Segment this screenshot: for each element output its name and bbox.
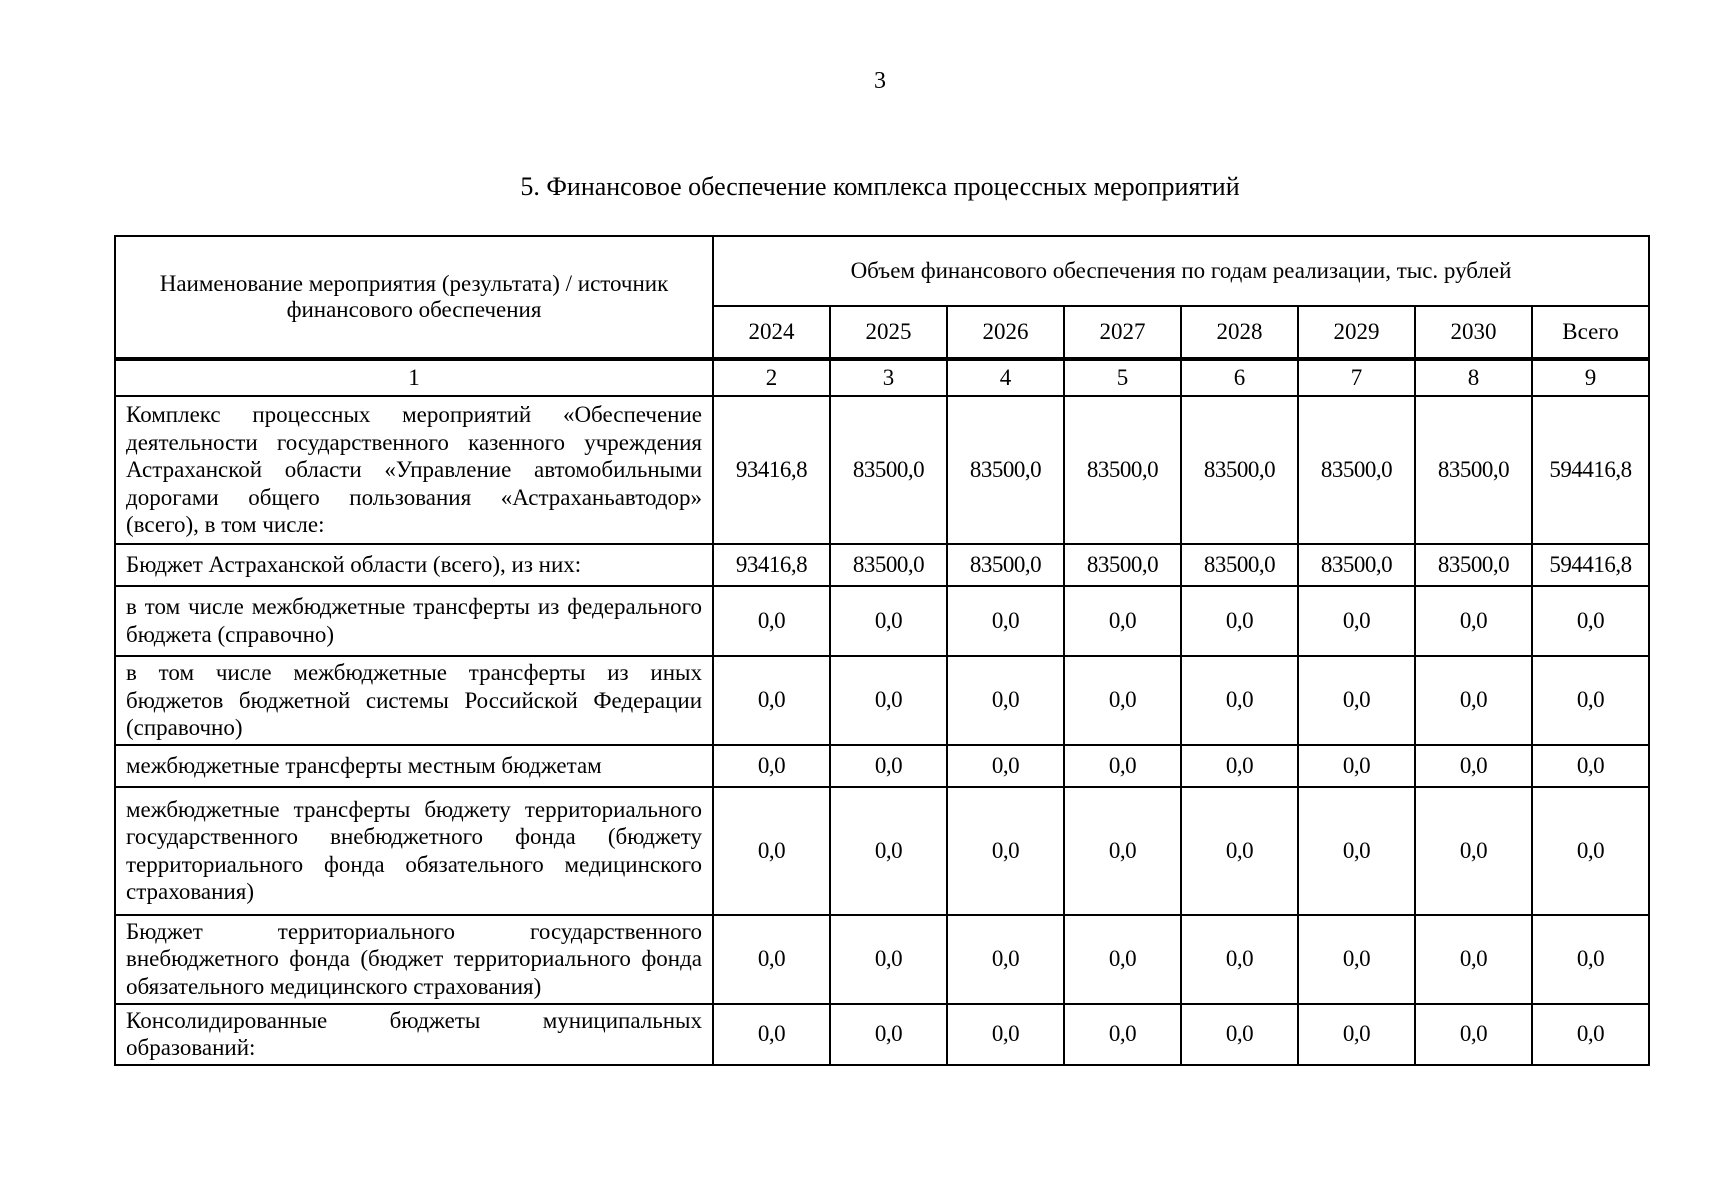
value-cell: 0,0 xyxy=(1298,745,1415,787)
value-cell: 0,0 xyxy=(1181,1004,1298,1065)
value-cell: 83500,0 xyxy=(1298,544,1415,586)
column-number: 5 xyxy=(1064,359,1181,396)
value-cell: 0,0 xyxy=(1415,745,1532,787)
value-cell: 0,0 xyxy=(947,787,1064,915)
value-cell: 0,0 xyxy=(1181,656,1298,745)
value-cell: 0,0 xyxy=(713,787,830,915)
row-name: межбюджетные трансферты местным бюджетам xyxy=(115,745,713,787)
value-cell: 83500,0 xyxy=(830,544,947,586)
value-cell: 0,0 xyxy=(1415,787,1532,915)
value-cell: 0,0 xyxy=(1181,915,1298,1004)
year-header: 2028 xyxy=(1181,306,1298,359)
column-number: 2 xyxy=(713,359,830,396)
year-header: 2029 xyxy=(1298,306,1415,359)
value-cell: 83500,0 xyxy=(1181,544,1298,586)
value-cell: 0,0 xyxy=(1415,915,1532,1004)
value-cell: 0,0 xyxy=(1181,745,1298,787)
row-name: Бюджет Астраханской области (всего), из них: xyxy=(115,544,713,586)
year-header: 2030 xyxy=(1415,306,1532,359)
financing-table xyxy=(114,235,1650,1066)
value-cell: 0,0 xyxy=(830,787,947,915)
column-number: 8 xyxy=(1415,359,1532,396)
page-number: 3 xyxy=(874,68,886,94)
row-name: в том числе межбюджетные трансферты из федерального бюджета (справочно) xyxy=(115,586,713,656)
total-cell: 0,0 xyxy=(1532,656,1649,745)
value-cell: 93416,8 xyxy=(713,544,830,586)
value-cell: 0,0 xyxy=(1064,656,1181,745)
value-cell: 0,0 xyxy=(1415,586,1532,656)
value-cell: 0,0 xyxy=(1064,745,1181,787)
value-cell: 0,0 xyxy=(1298,656,1415,745)
value-cell: 83500,0 xyxy=(1064,396,1181,544)
value-cell: 0,0 xyxy=(1064,586,1181,656)
value-cell: 83500,0 xyxy=(947,396,1064,544)
row-name: Бюджет территориального государственного внебюджетного фонда (бюджет территориального фонда обязательного медицинского страхования) xyxy=(115,915,713,1004)
value-cell: 83500,0 xyxy=(1298,396,1415,544)
row-name: Консолидированные бюджеты муниципальных образований: xyxy=(115,1004,713,1065)
value-cell: 83500,0 xyxy=(1415,544,1532,586)
table-row xyxy=(115,656,1649,745)
value-cell: 83500,0 xyxy=(1415,396,1532,544)
value-cell: 0,0 xyxy=(1415,656,1532,745)
table-row xyxy=(115,544,1649,586)
row-name: в том числе межбюджетные трансферты из иных бюджетов бюджетной системы Российской Федерации (справочно) xyxy=(115,656,713,745)
value-cell: 0,0 xyxy=(830,745,947,787)
value-cell: 0,0 xyxy=(830,1004,947,1065)
value-cell: 0,0 xyxy=(1181,787,1298,915)
table-row xyxy=(115,1004,1649,1065)
value-cell: 0,0 xyxy=(947,915,1064,1004)
table-row xyxy=(115,787,1649,915)
table-row xyxy=(115,396,1649,544)
total-cell: 0,0 xyxy=(1532,1004,1649,1065)
value-cell: 0,0 xyxy=(1298,787,1415,915)
value-cell: 0,0 xyxy=(830,586,947,656)
value-cell: 0,0 xyxy=(1064,1004,1181,1065)
value-cell: 0,0 xyxy=(713,915,830,1004)
total-header: Всего xyxy=(1532,306,1649,359)
column-number: 1 xyxy=(115,359,713,396)
total-cell: 0,0 xyxy=(1532,787,1649,915)
table-row xyxy=(115,915,1649,1004)
value-cell: 0,0 xyxy=(713,586,830,656)
value-cell: 0,0 xyxy=(947,1004,1064,1065)
total-cell: 0,0 xyxy=(1532,586,1649,656)
value-cell: 0,0 xyxy=(1298,586,1415,656)
total-cell: 594416,8 xyxy=(1532,544,1649,586)
value-cell: 83500,0 xyxy=(1064,544,1181,586)
value-cell: 0,0 xyxy=(947,745,1064,787)
value-cell: 0,0 xyxy=(713,656,830,745)
column-number: 4 xyxy=(947,359,1064,396)
value-cell: 83500,0 xyxy=(830,396,947,544)
year-header: 2027 xyxy=(1064,306,1181,359)
value-cell: 0,0 xyxy=(1298,915,1415,1004)
total-cell: 0,0 xyxy=(1532,915,1649,1004)
column-number-row xyxy=(115,359,1649,396)
value-cell: 83500,0 xyxy=(1181,396,1298,544)
year-header: 2025 xyxy=(830,306,947,359)
value-cell: 0,0 xyxy=(830,656,947,745)
column-number: 7 xyxy=(1298,359,1415,396)
column-number: 9 xyxy=(1532,359,1649,396)
value-cell: 0,0 xyxy=(1064,787,1181,915)
table-row xyxy=(115,586,1649,656)
value-cell: 0,0 xyxy=(830,915,947,1004)
total-cell: 0,0 xyxy=(1532,745,1649,787)
header-name-cell: Наименование мероприятия (результата) / источник финансового обеспечения xyxy=(115,236,713,359)
value-cell: 0,0 xyxy=(713,745,830,787)
value-cell: 0,0 xyxy=(1298,1004,1415,1065)
row-name: Комплекс процессных мероприятий «Обеспечение деятельности государственного казенного учреждения Астраханской области «Управление автомобильными дорогами общего пользования «Астраханьавтодор» (всего), в том числе: xyxy=(115,396,713,544)
column-number: 6 xyxy=(1181,359,1298,396)
value-cell: 0,0 xyxy=(947,586,1064,656)
header-volume-cell: Объем финансового обеспечения по годам реализации, тыс. рублей xyxy=(713,236,1649,306)
value-cell: 93416,8 xyxy=(713,396,830,544)
row-name: межбюджетные трансферты бюджету территориального государственного внебюджетного фонда (бюджету территориального фонда обязательного медицинского страхования) xyxy=(115,787,713,915)
value-cell: 0,0 xyxy=(1181,586,1298,656)
value-cell: 0,0 xyxy=(1064,915,1181,1004)
column-number: 3 xyxy=(830,359,947,396)
value-cell: 0,0 xyxy=(713,1004,830,1065)
year-header: 2024 xyxy=(713,306,830,359)
value-cell: 0,0 xyxy=(947,656,1064,745)
value-cell: 83500,0 xyxy=(947,544,1064,586)
section-title: 5. Финансовое обеспечение комплекса процессных мероприятий xyxy=(520,172,1240,201)
year-header: 2026 xyxy=(947,306,1064,359)
table-row xyxy=(115,745,1649,787)
total-cell: 594416,8 xyxy=(1532,396,1649,544)
value-cell: 0,0 xyxy=(1415,1004,1532,1065)
